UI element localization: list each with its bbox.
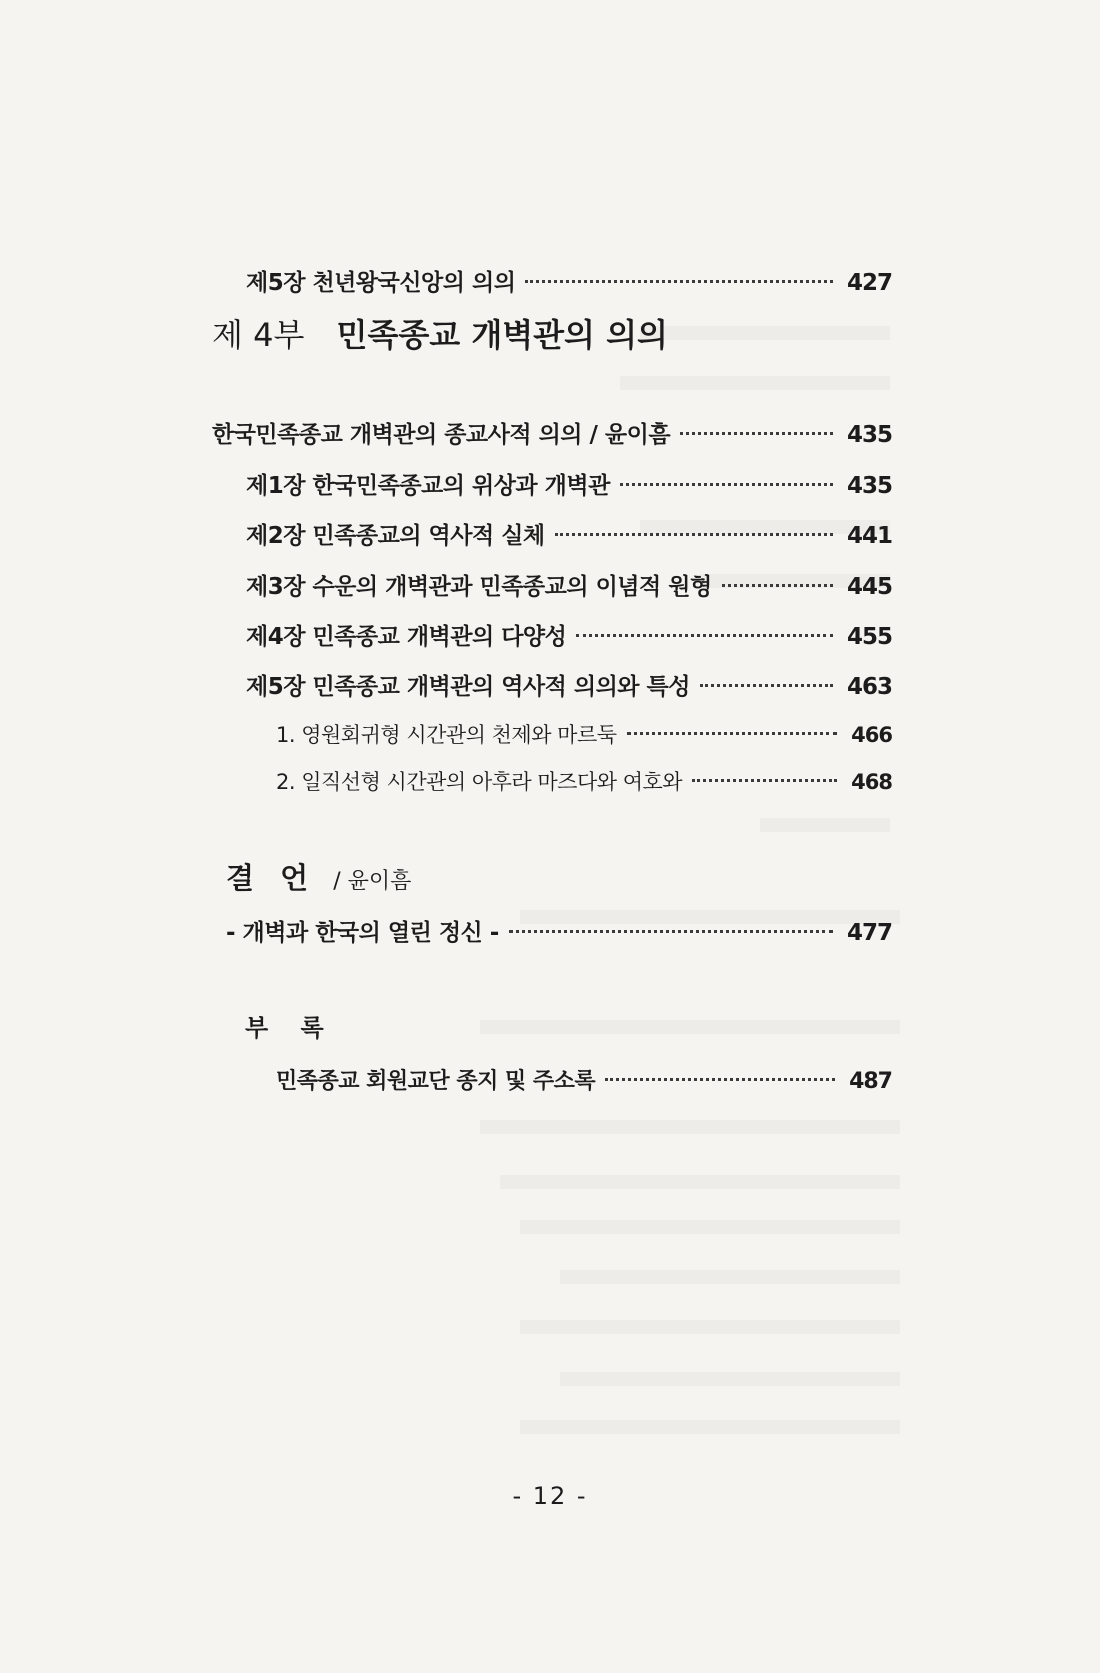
entry-page: 455 — [846, 624, 892, 650]
entry-title: 제3장 수운의 개벽관과 민족종교의 이념적 원형 — [246, 574, 712, 600]
entry-page: 435 — [846, 422, 892, 448]
entry-title: 제5장 민족종교 개벽관의 역사적 의의와 특성 — [246, 674, 690, 700]
dot-leader — [692, 779, 837, 782]
entry-title: - 개벽과 한국의 열린 정신 - — [226, 920, 499, 946]
entry-title: 민족종교 회원교단 종지 및 주소록 — [276, 1069, 596, 1094]
entry-title: 제5장 천년왕국신앙의 의의 — [246, 270, 516, 296]
entry-page: 487 — [849, 1069, 892, 1094]
entry-title: 제1장 한국민족종교의 위상과 개벽관 — [246, 473, 610, 499]
dot-leader — [555, 533, 833, 536]
toc-entry — [246, 467, 892, 500]
dot-leader — [627, 732, 838, 735]
toc-entry — [276, 766, 892, 796]
toc-entry — [226, 914, 892, 947]
entry-title: 제2장 민족종교의 역사적 실체 — [246, 523, 545, 549]
toc-entry — [246, 568, 892, 601]
entry-page: 466 — [851, 723, 892, 747]
page-number: - 12 - — [512, 1482, 588, 1510]
toc-entry — [246, 668, 892, 701]
toc-entry — [246, 618, 892, 651]
conclusion-title: 결 언 — [226, 861, 317, 895]
dot-leader — [700, 684, 833, 687]
toc-entry — [276, 719, 892, 749]
entry-page: 477 — [846, 920, 892, 946]
dot-leader — [722, 584, 833, 587]
appendix-heading: 부 록 — [245, 1014, 336, 1042]
part-number: 제 4부 — [212, 316, 305, 354]
dot-leader — [576, 634, 833, 637]
entry-page: 445 — [846, 574, 892, 600]
dot-leader — [680, 432, 833, 435]
entry-title: 제4장 민족종교 개벽관의 다양성 — [246, 624, 567, 650]
entry-title: 1. 영원회귀형 시간관의 천제와 마르둑 — [276, 723, 617, 747]
entry-page: 427 — [846, 270, 892, 296]
entry-page: 468 — [851, 770, 892, 794]
conclusion-author: / 윤이흠 — [333, 869, 412, 894]
dot-leader — [509, 930, 833, 933]
toc-entry — [246, 264, 892, 297]
entry-page: 463 — [846, 674, 892, 700]
entry-title: 2. 일직선형 시간관의 아후라 마즈다와 여호와 — [276, 770, 683, 794]
part-name: 민족종교 개벽관의 의의 — [336, 316, 668, 354]
part-heading — [212, 310, 668, 356]
dot-leader — [605, 1078, 835, 1081]
toc-entry — [212, 416, 892, 449]
dot-leader — [525, 280, 833, 283]
dot-leader — [620, 483, 833, 486]
entry-page: 441 — [846, 523, 892, 549]
entry-page: 435 — [846, 473, 892, 499]
entry-title: 한국민족종교 개벽관의 종교사적 의의 / 윤이흠 — [212, 422, 671, 448]
toc-entry — [246, 517, 892, 550]
toc-entry — [276, 1064, 892, 1095]
conclusion-heading — [226, 856, 411, 897]
